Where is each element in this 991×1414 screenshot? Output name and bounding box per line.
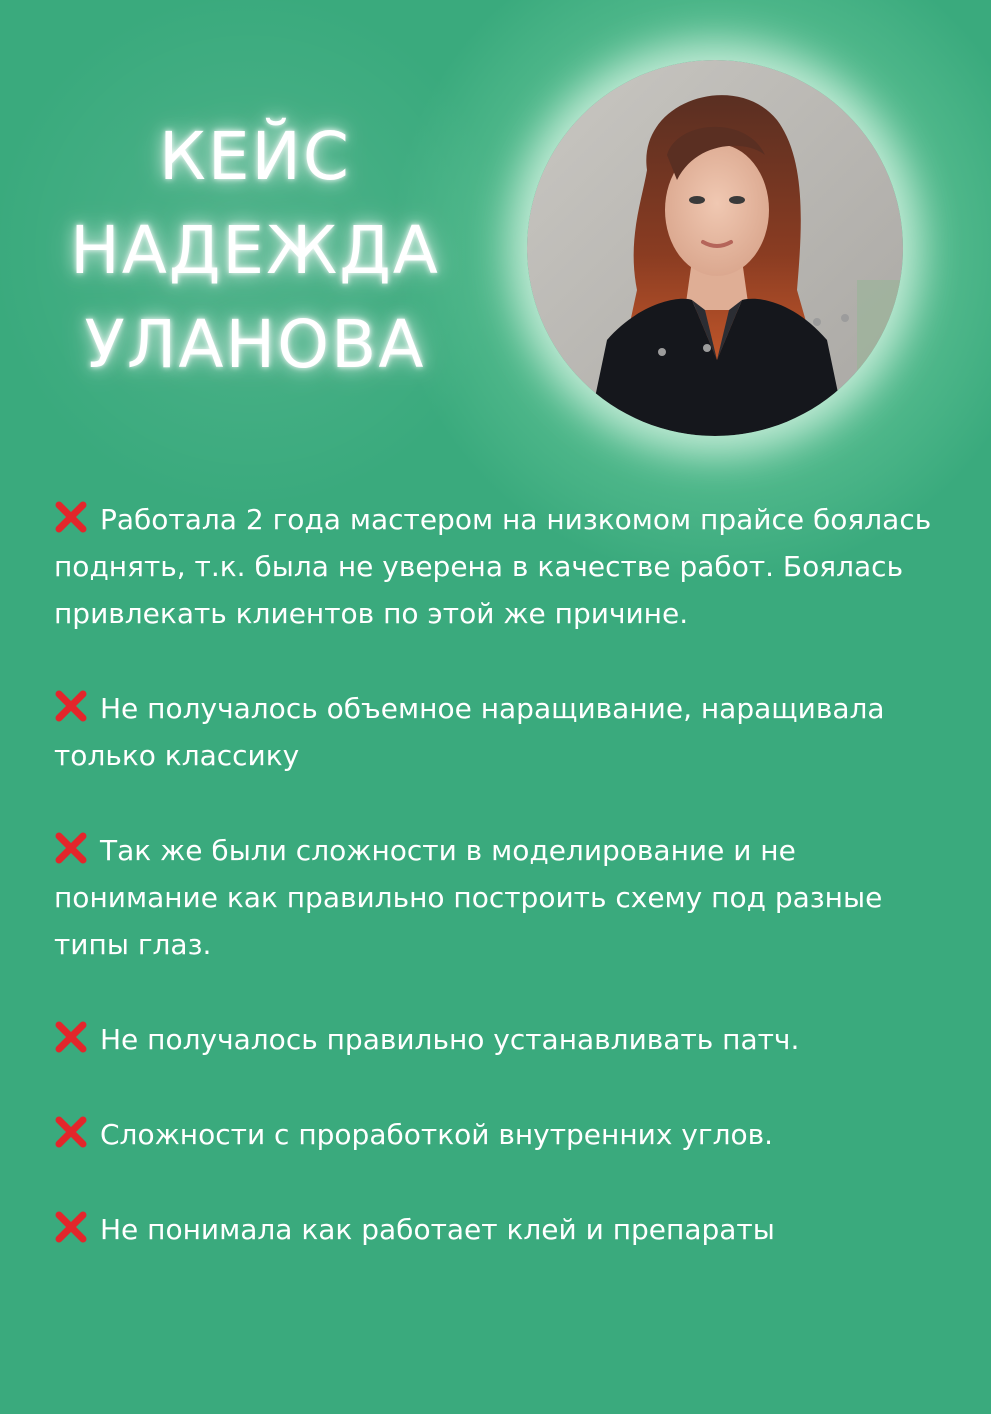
list-item-text: Сложности с проработкой внутренних углов. <box>100 1118 774 1151</box>
title-line-1: КЕЙС <box>158 118 351 195</box>
cross-mark-icon <box>54 1020 88 1054</box>
list-item <box>54 827 934 968</box>
cross-mark-icon <box>54 1210 88 1244</box>
cross-mark-icon <box>54 1115 88 1149</box>
list-item-text: Работала 2 года мастером на низкомом прайсе боялась поднять, т.к. была не уверена в качестве работ. Боялась привлекать клиентов по этой же причине. <box>54 503 932 630</box>
list-item <box>54 1016 934 1063</box>
problem-list <box>54 496 934 1253</box>
list-item-text: Не получалось объемное наращивание, наращивала только классику <box>54 692 885 772</box>
list-item-text: Не получалось правильно устанавливать патч. <box>100 1023 800 1056</box>
list-item-text: Так же были сложности в моделирование и не понимание как правильно построить схему под разные типы глаз. <box>54 834 883 961</box>
portrait-frame <box>527 60 903 436</box>
title-line-3: УЛАНОВА <box>84 306 426 383</box>
cross-mark-icon <box>54 831 88 865</box>
portrait-photo <box>527 60 903 436</box>
list-item <box>54 1111 934 1158</box>
page-title <box>40 110 470 392</box>
cross-mark-icon <box>54 500 88 534</box>
cross-mark-icon <box>54 689 88 723</box>
list-item <box>54 685 934 779</box>
list-item <box>54 496 934 637</box>
list-item <box>54 1206 934 1253</box>
list-item-text: Не понимала как работает клей и препараты <box>100 1213 775 1246</box>
title-line-2: НАДЕЖДА <box>70 212 440 289</box>
